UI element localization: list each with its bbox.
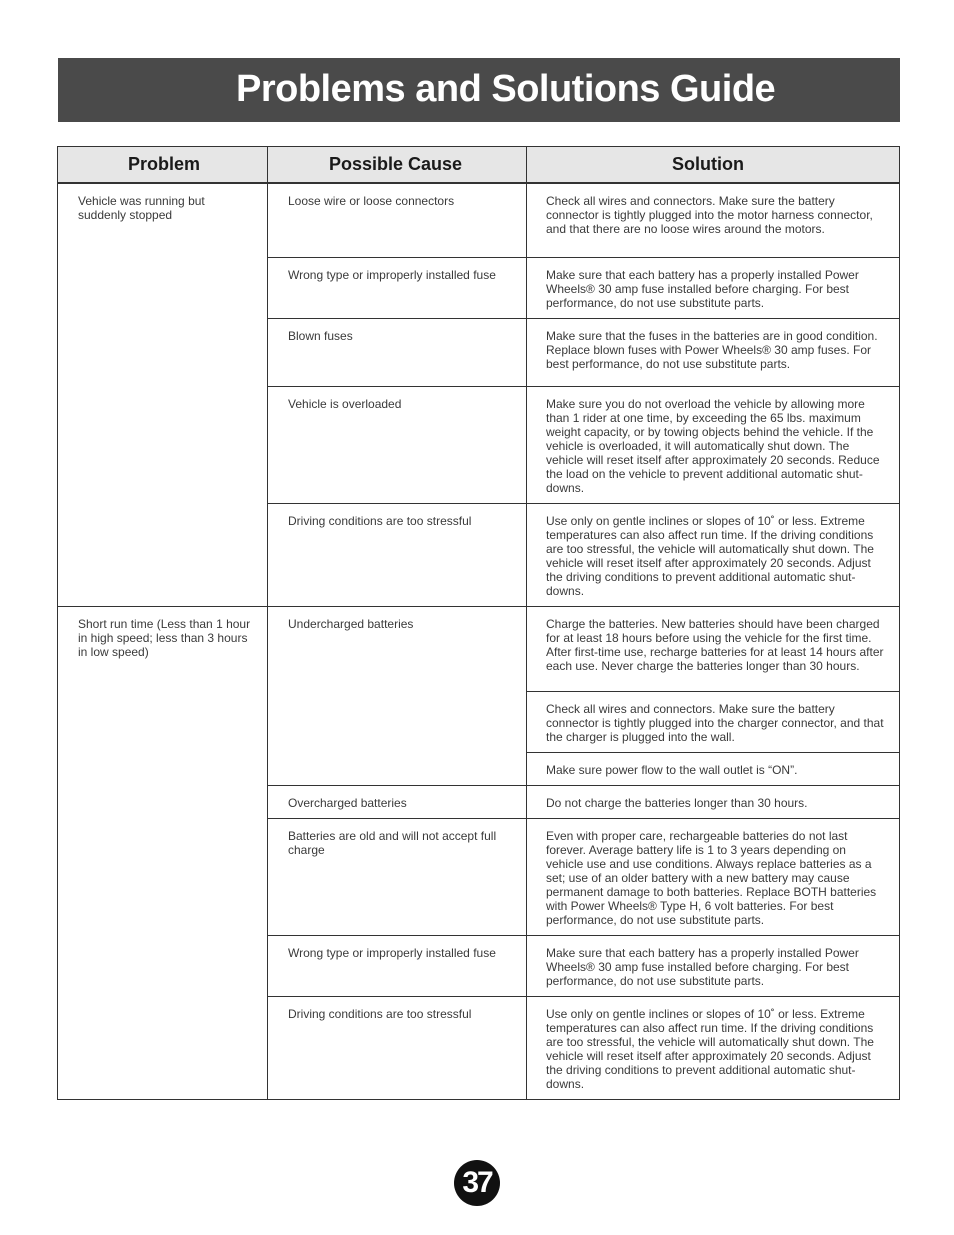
table-row [58,183,900,257]
solution-cell: Make sure that each battery has a properly installed Power Wheels® 30 amp fuse installed before charging. For best performance, do not use substitute parts. [527,935,900,996]
solution-cell: Use only on gentle inclines or slopes of 10˚ or less. Extreme temperatures can also affect run time. If the driving conditions are too stressful, the vehicle will automatically shut down. The vehicle will reset itself after approximately 20 seconds. Adjust the driving conditions to prevent additional automatic shut-downs. [527,996,900,1099]
solution-cell: Check all wires and connectors. Make sure the battery connector is tightly plugged into the motor harness connector, and that there are no loose wires around the motors. [527,183,900,257]
table-header-row [58,147,900,184]
cause-cell: Driving conditions are too stressful [268,503,527,606]
problem-cell: Vehicle was running but suddenly stopped [58,183,268,606]
cause-cell: Blown fuses [268,318,527,386]
page-number-badge: 37 [454,1160,500,1206]
solution-cell: Even with proper care, rechargeable batteries do not last forever. Average battery life is 1 to 3 years depending on vehicle use and use conditions. Always replace batteries as a set; use of an older battery with a new battery may cause permanent damage to both batteries. Replace BOTH batteries with Power Wheels® Type H, 6 volt batteries. For best performance, do not use substitute parts. [527,818,900,935]
problems-solutions-table [57,146,900,1100]
cause-cell: Driving conditions are too stressful [268,996,527,1099]
cause-cell: Vehicle is overloaded [268,386,527,503]
header-solution: Solution [527,147,900,184]
solution-cell: Do not charge the batteries longer than 30 hours. [527,785,900,818]
cause-cell: Batteries are old and will not accept full charge [268,818,527,935]
solution-cell: Use only on gentle inclines or slopes of 10˚ or less. Extreme temperatures can also affect run time. If the driving conditions are too stressful, the vehicle will automatically shut down. The vehicle will reset itself after approximately 20 seconds. Adjust the driving conditions to prevent additional automatic shut-downs. [527,503,900,606]
cause-cell: Overcharged batteries [268,785,527,818]
problem-cell: Short run time (Less than 1 hour in high speed; less than 3 hours in low speed) [58,606,268,1099]
solution-cell: Make sure you do not overload the vehicle by allowing more than 1 rider at one time, by exceeding the 65 lbs. maximum weight capacity, or by towing objects behind the vehicle. If the vehicle is overloaded, it will automatically shut down. The vehicle will reset itself after approximately 20 seconds. Reduce the load on the vehicle to prevent additional automatic shut-downs. [527,386,900,503]
cause-cell: Wrong type or improperly installed fuse [268,257,527,318]
cause-cell: Wrong type or improperly installed fuse [268,935,527,996]
cause-cell: Undercharged batteries [268,606,527,785]
table-row [58,606,900,691]
solution-cell: Check all wires and connectors. Make sure the battery connector is tightly plugged into the charger connector, and that the charger is plugged into the wall. [527,691,900,752]
header-problem: Problem [58,147,268,184]
cause-cell: Loose wire or loose connectors [268,183,527,257]
solution-cell: Charge the batteries. New batteries should have been charged for at least 18 hours before using the vehicle for the first time. After first-time use, recharge batteries for at least 14 hours after each use. Never charge the batteries longer than 30 hours. [527,606,900,691]
page-title: Problems and Solutions Guide [236,68,776,110]
solution-cell: Make sure power flow to the wall outlet is “ON”. [527,752,900,785]
title-bar [58,58,900,122]
solution-cell: Make sure that the fuses in the batteries are in good condition. Replace blown fuses with Power Wheels® 30 amp fuses. For best performance, do not use substitute parts. [527,318,900,386]
header-cause: Possible Cause [268,147,527,184]
solution-cell: Make sure that each battery has a properly installed Power Wheels® 30 amp fuse installed before charging. For best performance, do not use substitute parts. [527,257,900,318]
